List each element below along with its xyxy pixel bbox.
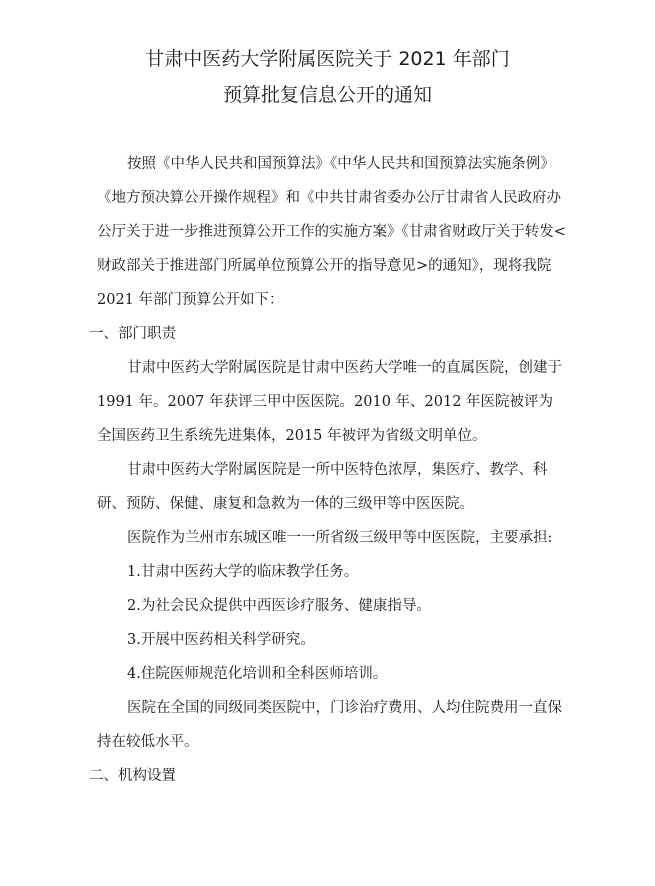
document-title-line1: 甘肃中医药大学附属医院关于 2021 年部门 [145,48,510,70]
document-title-line2: 预算批复信息公开的通知 [222,84,432,106]
document-body [89,147,567,793]
section-heading-duties: 一、部门职责 [89,326,176,342]
list-item-duty: 4.住院医师规范化培训和全科医师培训。 [127,666,388,682]
list-item-duty: 2.为社会民众提供中西医诊疗服务、健康指导。 [127,598,431,614]
section-heading-organization: 二、机构设置 [89,768,176,784]
list-item-duty: 1.甘肃中医药大学的临床教学任务。 [127,564,359,580]
paragraph-cost-level: 医院在全国的同级同类医院中，门诊治疗费用、人均住院费用一直保持在较低水平。 [97,700,562,750]
paragraph-responsibilities-intro: 医院作为兰州市东城区唯一一所省级三级甲等中医医院，主要承担: [127,530,553,546]
list-item-duty: 3.开展中医药相关科学研究。 [127,632,315,648]
paragraph-profile: 甘肃中医药大学附属医院是一所中医特色浓厚，集医疗、教学、科研、预防、保健、康复和急救为一体的三级甲等中医医院。 [97,462,548,512]
intro-paragraph: 按照《中华人民共和国预算法》《中华人民共和国预算法实施条例》《地方预决算公开操作规程》和《中共甘肃省委办公厅甘肃省人民政府办公厅关于进一步推进预算公开工作的实施方案》《甘肃省财政厅关于转发<财政部关于推进部门所属单位预算公开的指导意见>的通知》，现将我院 2021 年部门预算公开如下： [97,156,566,308]
paragraph-history: 甘肃中医药大学附属医院是甘肃中医药大学唯一的直属医院，创建于 1991 年。2007 年获评三甲中医医院。2010 年、2012 年医院被评为全国医药卫生系统先进集体，2015 年被评为省级文明单位。 [97,360,562,444]
